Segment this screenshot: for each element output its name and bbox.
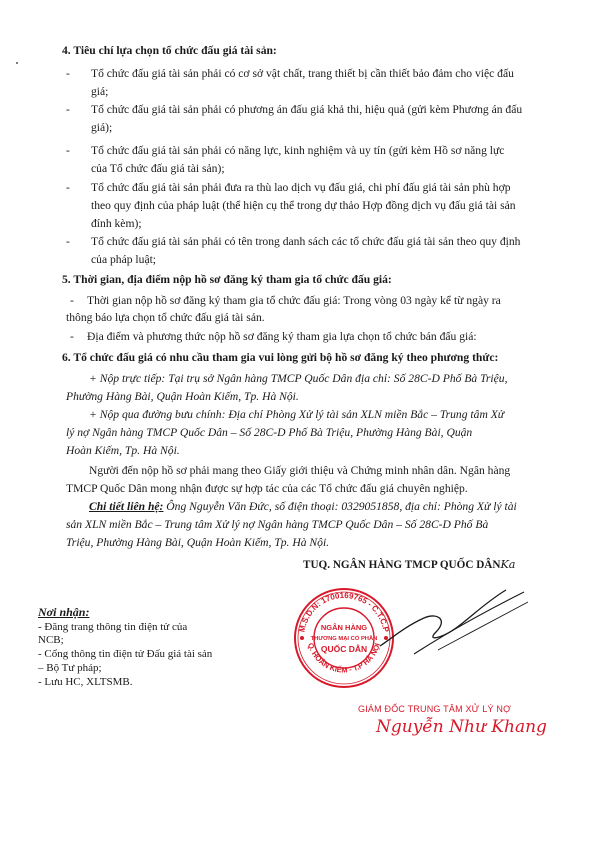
note-line-1: Người đến nộp hồ sơ phải mang theo Giấy giới thiệu và Chứng minh nhân dân. Ngân hàng	[89, 464, 511, 477]
bullet-dash: -	[66, 235, 70, 248]
signing-authority-text: TUQ. NGÂN HÀNG TMCP QUỐC DÂN	[303, 559, 501, 571]
signer-title: GIÁM ĐỐC TRUNG TÂM XỬ LÝ NỢ	[358, 704, 511, 714]
note-line-2: TMCP Quốc Dân mong nhận được sự hợp tác của các Tổ chức đấu giá chuyên nghiệp.	[66, 482, 468, 495]
bullet-dash: -	[66, 103, 70, 116]
handwritten-signature	[378, 580, 543, 690]
postal-submission-line-3: Hoàn Kiếm, Tp. Hà Nội.	[66, 444, 180, 457]
recipient-line: – Bộ Tư pháp;	[38, 662, 102, 674]
criteria-1-line-1: Tổ chức đấu giá tài sản phải có cơ sở vật chất, trang thiết bị cần thiết bảo đảm cho việc đấu	[91, 67, 514, 80]
criteria-5-line-1: Tổ chức đấu giá tài sản phải có tên trong danh sách các tổ chức đấu giá tài sản theo quy định	[91, 235, 521, 248]
submission-time-line-2: thông báo lựa chọn tổ chức đấu giá tài sản.	[66, 311, 265, 324]
contact-line-1	[89, 500, 517, 514]
criteria-1-line-2: giá;	[91, 85, 109, 98]
bullet-dash: -	[66, 144, 70, 157]
svg-text:M.S.D.N: 1700169765 - C.T.C.P: M.S.D.N: 1700169765 - C.T.C.P	[297, 590, 391, 633]
direct-submission-line-2: Phường Hàng Bài, Quận Hoàn Kiếm, Tp. Hà Nội.	[66, 390, 299, 403]
svg-text:THƯƠNG MẠI CỔ PHẦN: THƯƠNG MẠI CỔ PHẦN	[310, 636, 378, 642]
bullet-dash: -	[66, 181, 70, 194]
signer-name: Nguyễn Như Khang	[376, 717, 547, 737]
svg-text:Q. HOÀN KIẾM - T.P HÀ NỘI: Q. HOÀN KIẾM - T.P HÀ NỘI	[305, 641, 382, 675]
signing-authority-title	[303, 558, 515, 571]
bullet-dash: -	[70, 294, 74, 307]
contact-details: Ông Nguyễn Văn Đức, số điện thoại: 0329051858, địa chỉ: Phòng Xử lý tài	[163, 500, 517, 513]
recipient-line: - Lưu HC, XLTSMB.	[38, 676, 133, 688]
criteria-2-line-2: giá);	[91, 121, 113, 134]
section-4-heading: 4. Tiêu chí lựa chọn tổ chức đấu giá tài sản:	[62, 44, 277, 57]
postal-submission-line-2: lý nợ Ngân hàng TMCP Quốc Dân – Số 28C-D Phố Bà Triệu, Phường Hàng Bài, Quận	[66, 426, 473, 439]
recipients-heading: Nơi nhận:	[38, 605, 90, 619]
criteria-3-line-1: Tổ chức đấu giá tài sản phải có năng lực, kinh nghiệm và uy tín (gửi kèm Hồ sơ năng lực	[91, 144, 505, 157]
criteria-4-line-3: đính kèm);	[91, 217, 142, 230]
svg-text:NGÂN HÀNG: NGÂN HÀNG	[320, 623, 368, 632]
criteria-4-line-1: Tổ chức đấu giá tài sản phải đưa ra thù lao dịch vụ đấu giá, chi phí đấu giá tài sản phù hợp	[91, 181, 511, 194]
recipient-line: - Cổng thông tin điện tử Đấu giá tài sản	[38, 648, 213, 660]
direct-submission-line-1: + Nộp trực tiếp: Tại trụ sở Ngân hàng TMCP Quốc Dân địa chỉ: Số 28C-D Phố Bà Triệu,	[89, 372, 508, 385]
recipient-line: - Đăng trang thông tin điện tử của	[38, 621, 188, 633]
section-6-heading: 6. Tổ chức đấu giá có nhu cầu tham gia vui lòng gửi bộ hồ sơ đăng ký theo phương thức:	[62, 351, 499, 364]
criteria-2-line-1: Tổ chức đấu giá tài sản phải có phương án đấu giá khả thi, hiệu quả (gửi kèm Phương án đấu	[91, 103, 523, 116]
criteria-4-line-2: theo quy định của pháp luật (thể hiện cụ thể trong dự thảo Hợp đồng dịch vụ đấu giá tài sản	[91, 199, 516, 212]
section-5-heading: 5. Thời gian, địa điểm nộp hồ sơ đăng ký tham gia tổ chức đấu giá:	[62, 273, 392, 286]
criteria-5-line-2: của pháp luật;	[91, 253, 157, 266]
submission-time-line-1: Thời gian nộp hồ sơ đăng ký tham gia tổ chức đấu giá: Trong vòng 03 ngày kể từ ngày ra	[87, 294, 501, 307]
criteria-3-line-2: của Tổ chức đấu giá tài sản);	[91, 162, 225, 175]
postal-submission-line-1: + Nộp qua đường bưu chính: Địa chỉ Phòng Xử lý tài sản XLN miền Bắc – Trung tâm Xử	[89, 408, 505, 421]
contact-label: Chi tiết liên hệ:	[89, 500, 164, 513]
scan-speck	[16, 62, 18, 64]
contact-line-3: Triệu, Phường Hàng Bài, Quận Hoàn Kiếm, Tp. Hà Nội.	[66, 536, 330, 549]
svg-text:QUỐC DÂN: QUỐC DÂN	[320, 644, 368, 654]
contact-line-2: sản XLN miền Bắc – Trung tâm Xử lý nợ Ngân hàng TMCP Quốc Dân – Số 28C-D Phố Bà	[66, 518, 489, 531]
recipient-line: NCB;	[38, 634, 64, 646]
handwritten-initials: Ka	[500, 558, 516, 571]
submission-place: Địa điểm và phương thức nộp hồ sơ đăng ký tham gia lựa chọn tổ chức bán đấu giá:	[87, 330, 477, 343]
bullet-dash: -	[70, 330, 74, 343]
bullet-dash: -	[66, 67, 70, 80]
